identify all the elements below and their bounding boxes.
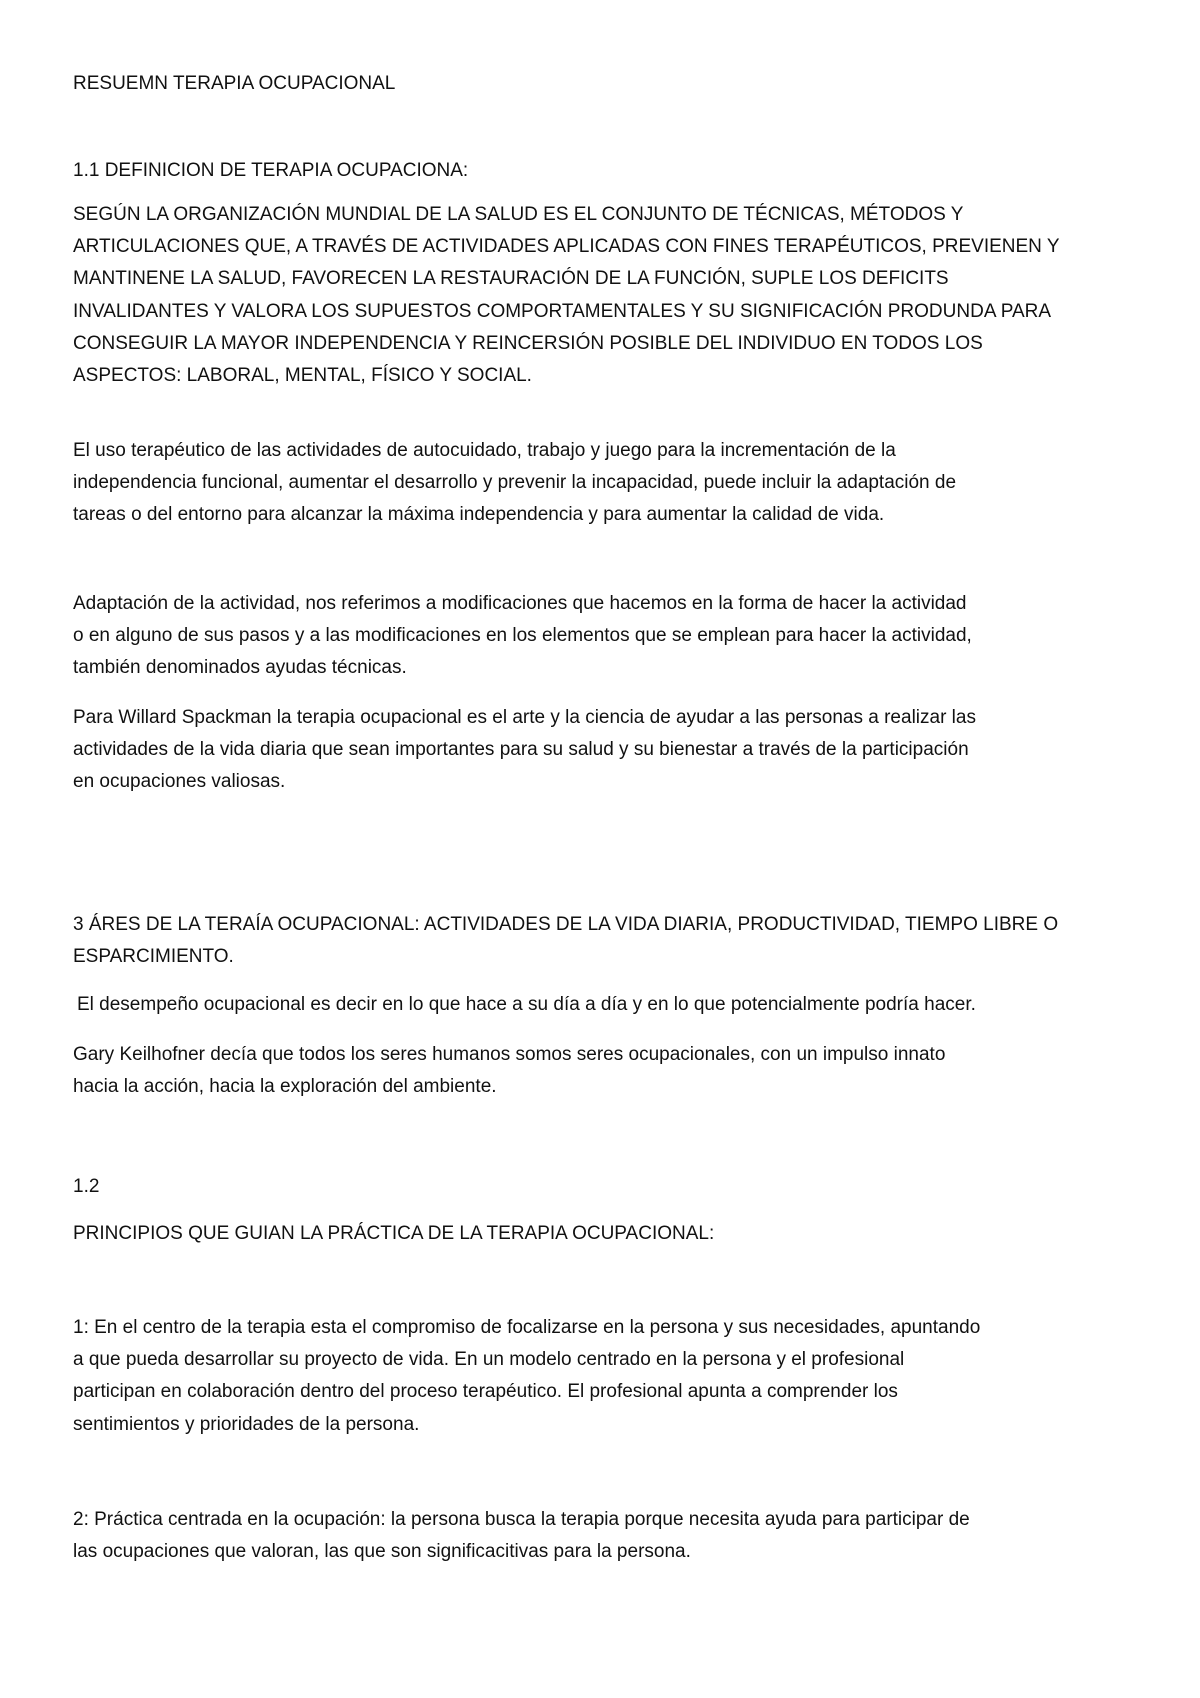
paragraph-line: a que pueda desarrollar su proyecto de vida. En un modelo centrado en la persona y el profesional: [73, 1349, 905, 1371]
therapeutic-use-paragraph: [73, 435, 1133, 532]
paragraph-line: 1: En el centro de la terapia esta el compromiso de focalizarse en la persona y sus necesidades, apuntando: [73, 1317, 981, 1338]
paragraph-line: Adaptación de la actividad, nos referimos a modificaciones que hacemos en la forma de hacer la actividad: [73, 593, 967, 614]
paragraph-line: hacia la acción, hacia la exploración del ambiente.: [73, 1076, 497, 1098]
paragraph-line: ARTICULACIONES QUE, A TRAVÉS DE ACTIVIDADES APLICADAS CON FINES TERAPÉUTICOS, PREVIENEN Y: [73, 236, 1060, 258]
paragraph-line: participan en colaboración dentro del proceso terapéutico. El profesional apunta a comprender los: [73, 1381, 898, 1403]
paragraph-line: SEGÚN LA ORGANIZACIÓN MUNDIAL DE LA SALUD ES EL CONJUNTO DE TÉCNICAS, MÉTODOS Y: [73, 204, 964, 225]
principle-1-paragraph: [73, 1312, 1133, 1441]
paragraph-line: ASPECTOS: LABORAL, MENTAL, FÍSICO Y SOCIAL.: [73, 364, 532, 386]
paragraph-line: sentimientos y prioridades de la persona.: [73, 1413, 420, 1435]
section-1-2-heading: PRINCIPIOS QUE GUIAN LA PRÁCTICA DE LA TERAPIA OCUPACIONAL:: [73, 1223, 715, 1244]
performance-paragraph: El desempeño ocupacional es decir en lo que hace a su día a día y en lo que potencialmente podría hacer.: [77, 994, 976, 1015]
paragraph-line: El uso terapéutico de las actividades de autocuidado, trabajo y juego para la incrementación de la: [73, 440, 896, 461]
paragraph-line: Gary Keilhofner decía que todos los seres humanos somos seres ocupacionales, con un impulso innato: [73, 1044, 946, 1065]
paragraph-line: MANTINENE LA SALUD, FAVORECEN LA RESTAURACIÓN DE LA FUNCIÓN, SUPLE LOS DEFICITS: [73, 268, 949, 290]
principle-2-paragraph: [73, 1504, 1133, 1568]
paragraph-line: las ocupaciones que valoran, las que son significacitivas para la persona.: [73, 1541, 691, 1563]
paragraph-line: Para Willard Spackman la terapia ocupacional es el arte y la ciencia de ayudar a las personas a realizar las: [73, 707, 976, 728]
spackman-paragraph: [73, 702, 1133, 799]
paragraph-line: también denominados ayudas técnicas.: [73, 657, 407, 679]
paragraph-line: o en alguno de sus pasos y a las modificaciones en los elementos que se emplean para hacer la actividad,: [73, 625, 972, 647]
areas-paragraph: [73, 909, 1133, 973]
section-1-1-heading: 1.1 DEFINICION DE TERAPIA OCUPACIONA:: [73, 160, 469, 181]
paragraph-line: independencia funcional, aumentar el desarrollo y prevenir la incapacidad, puede incluir la adaptación de: [73, 472, 957, 494]
document-title: RESUEMN TERAPIA OCUPACIONAL: [73, 73, 396, 94]
paragraph-line: 3 ÁRES DE LA TERAÍA OCUPACIONAL: ACTIVIDADES DE LA VIDA DIARIA, PRODUCTIVIDAD, TIEMPO LIBRE O: [73, 914, 1059, 935]
oms-definition-paragraph: [73, 199, 1133, 392]
paragraph-line: INVALIDANTES Y VALORA LOS SUPUESTOS COMPORTAMENTALES Y SU SIGNIFICACIÓN PRODUNDA PARA: [73, 300, 1052, 322]
paragraph-line: ESPARCIMIENTO.: [73, 946, 234, 968]
paragraph-line: CONSEGUIR LA MAYOR INDEPENDENCIA Y REINCERSIÓN POSIBLE DEL INDIVIDUO EN TODOS LOS: [73, 332, 983, 354]
paragraph-line: en ocupaciones valiosas.: [73, 771, 286, 793]
keilhofner-paragraph: [73, 1039, 1133, 1103]
section-1-2-number: 1.2: [73, 1176, 100, 1197]
paragraph-line: actividades de la vida diaria que sean importantes para su salud y su bienestar a través de la participación: [73, 739, 969, 761]
paragraph-line: 2: Práctica centrada en la ocupación: la persona busca la terapia porque necesita ayuda para participar de: [73, 1509, 970, 1530]
paragraph-line: tareas o del entorno para alcanzar la máxima independencia y para aumentar la calidad de vida.: [73, 504, 885, 526]
activity-adaptation-paragraph: [73, 588, 1133, 685]
